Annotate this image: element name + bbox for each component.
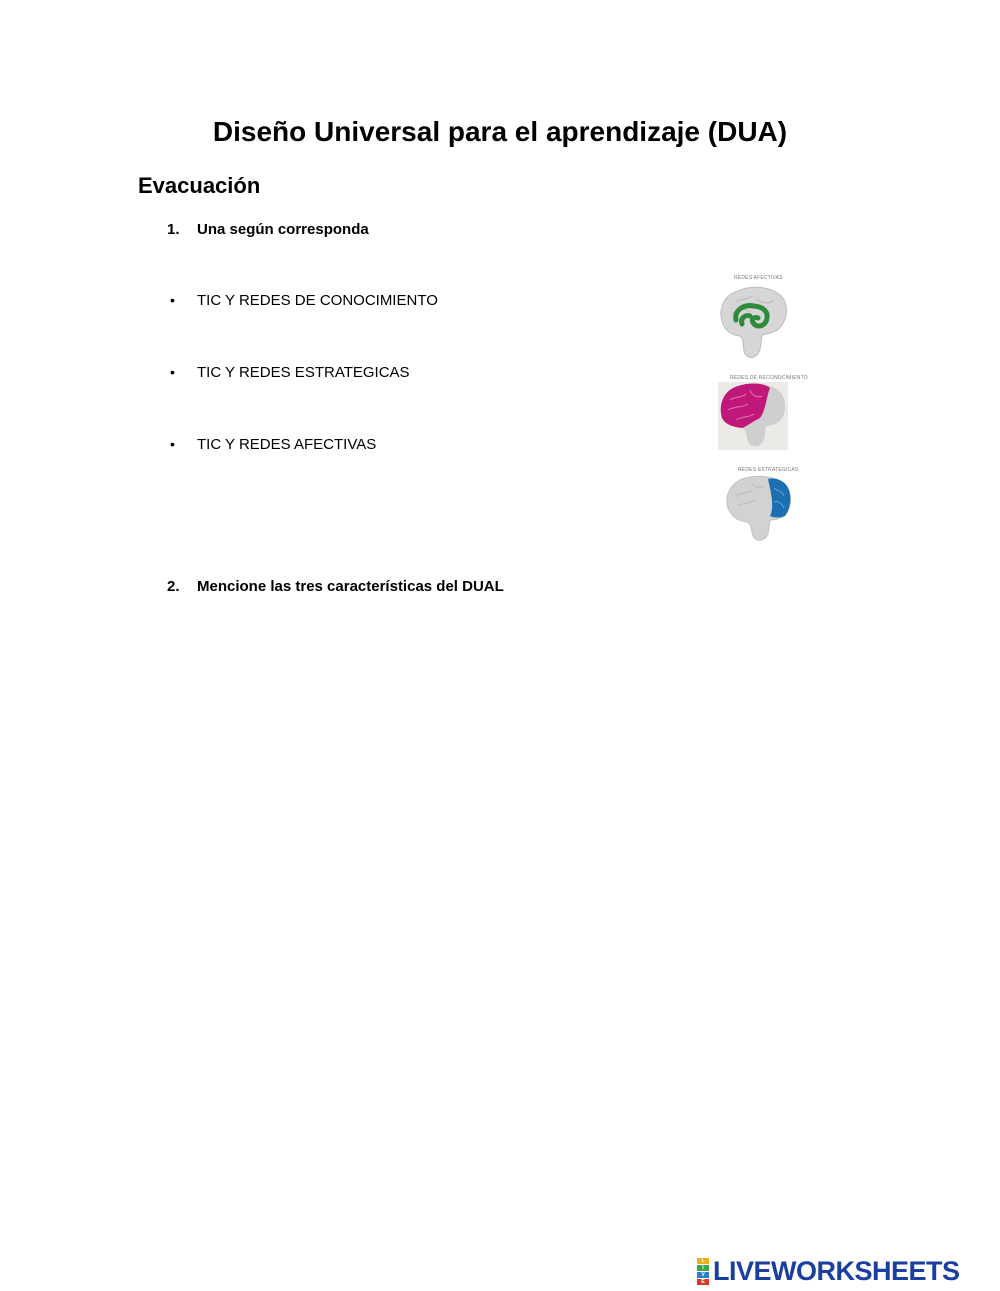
brain-caption: REDES DE RECONOCIMIENTO (730, 375, 808, 381)
bullet-icon: • (170, 436, 175, 452)
logo-letter-blocks (697, 1258, 709, 1285)
page-title: Diseño Universal para el aprendizaje (DUA) (212, 116, 788, 147)
logo-letter-i: I (697, 1265, 709, 1271)
logo-text: LIVEWORKSHEETS (713, 1255, 960, 1286)
logo-letter-e: E (697, 1279, 709, 1285)
question-2-text: Mencione las tres características del DUAL (197, 578, 504, 595)
logo-letter-v: V (697, 1272, 709, 1278)
brain-image-afectivas[interactable] (712, 274, 796, 364)
bullet-icon: • (170, 364, 175, 380)
liveworksheets-logo[interactable] (697, 1256, 960, 1286)
brain-estrategicas-icon (722, 466, 799, 546)
brain-caption: REDES ESTRATEGICAS (738, 467, 799, 473)
option-estrategicas: TIC Y REDES ESTRATEGICAS (197, 364, 410, 381)
brain-afectivas-icon (712, 274, 796, 364)
bullet-icon: • (170, 292, 175, 308)
brain-reconocimiento-icon (716, 374, 790, 452)
question-1-number: 1. (167, 221, 180, 238)
brain-image-reconocimiento[interactable] (716, 374, 808, 452)
brain-caption: REDES AFECTIVAS (734, 275, 783, 281)
option-afectivas: TIC Y REDES AFECTIVAS (197, 436, 377, 453)
logo-letter-l: L (697, 1258, 709, 1264)
question-1-text: Una según corresponda (197, 221, 369, 238)
option-conocimiento: TIC Y REDES DE CONOCIMIENTO (197, 292, 438, 309)
brain-image-estrategicas[interactable] (722, 466, 799, 546)
section-title: Evacuación (138, 173, 261, 198)
question-2-number: 2. (167, 578, 180, 595)
